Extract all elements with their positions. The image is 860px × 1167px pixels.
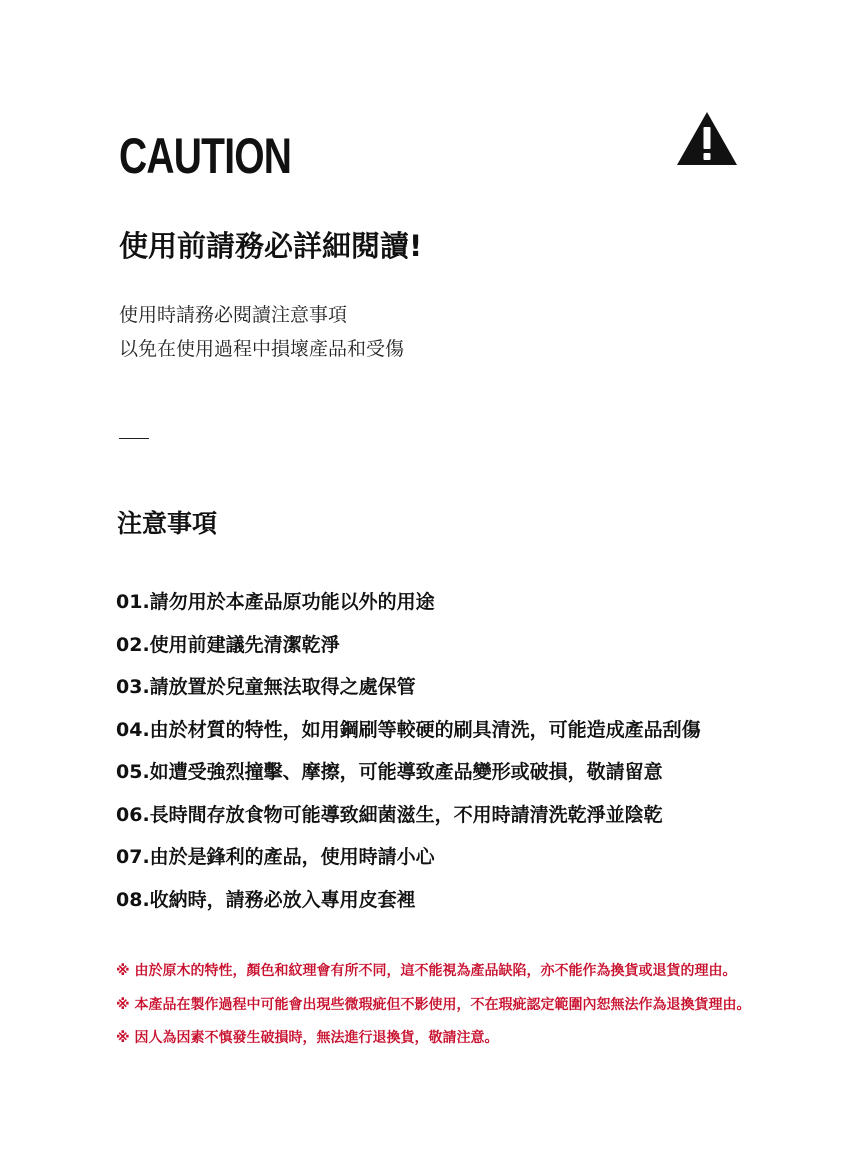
disclaimer-item: ※ 因人為因素不慎發生破損時，無法進行退換貨，敬請注意。 <box>116 1030 499 1046</box>
disclaimer-item: ※ 由於原木的特性，顏色和紋理會有所不同，這不能視為產品缺陷，亦不能作為換貨或退貨的理由。 <box>116 963 737 979</box>
note-item: 01.請勿用於本產品原功能以外的用途 <box>116 591 435 613</box>
note-item: 06.長時間存放食物可能導致細菌滋生，不用時請清洗乾淨並陰乾 <box>116 803 663 826</box>
note-item: 07.由於是鋒利的產品，使用時請小心 <box>116 846 435 868</box>
disclaimer-item: ※ 本產品在製作過程中可能會出現些微瑕疵但不影使用，不在瑕疵認定範圍內恕無法作為退換貨理由。 <box>116 996 751 1013</box>
warning-triangle-icon <box>676 111 738 167</box>
notes-list <box>116 581 701 921</box>
intro-line-1: 使用時請務必閱讀注意事項 <box>119 304 348 326</box>
note-item: 03.請放置於兒童無法取得之處保管 <box>116 676 416 698</box>
disclaimer-list <box>116 955 750 1056</box>
intro-line-2: 以免在使用過程中損壞產品和受傷 <box>119 338 405 360</box>
headline: 使用前請務必詳細閱讀! <box>119 229 423 263</box>
caution-title: CAUTION <box>119 128 292 184</box>
note-item: 05.如遭受強烈撞擊、摩擦，可能導致產品變形或破損，敬請留意 <box>116 761 663 783</box>
note-item: 08.收納時，請務必放入專用皮套裡 <box>116 888 416 911</box>
note-item: 04.由於材質的特性，如用鋼刷等較硬的刷具清洗，可能造成產品刮傷 <box>116 718 701 741</box>
section-title: 注意事項 <box>117 509 218 538</box>
intro-text <box>119 298 404 366</box>
note-item: 02.使用前建議先清潔乾淨 <box>116 633 340 656</box>
divider <box>119 438 149 439</box>
